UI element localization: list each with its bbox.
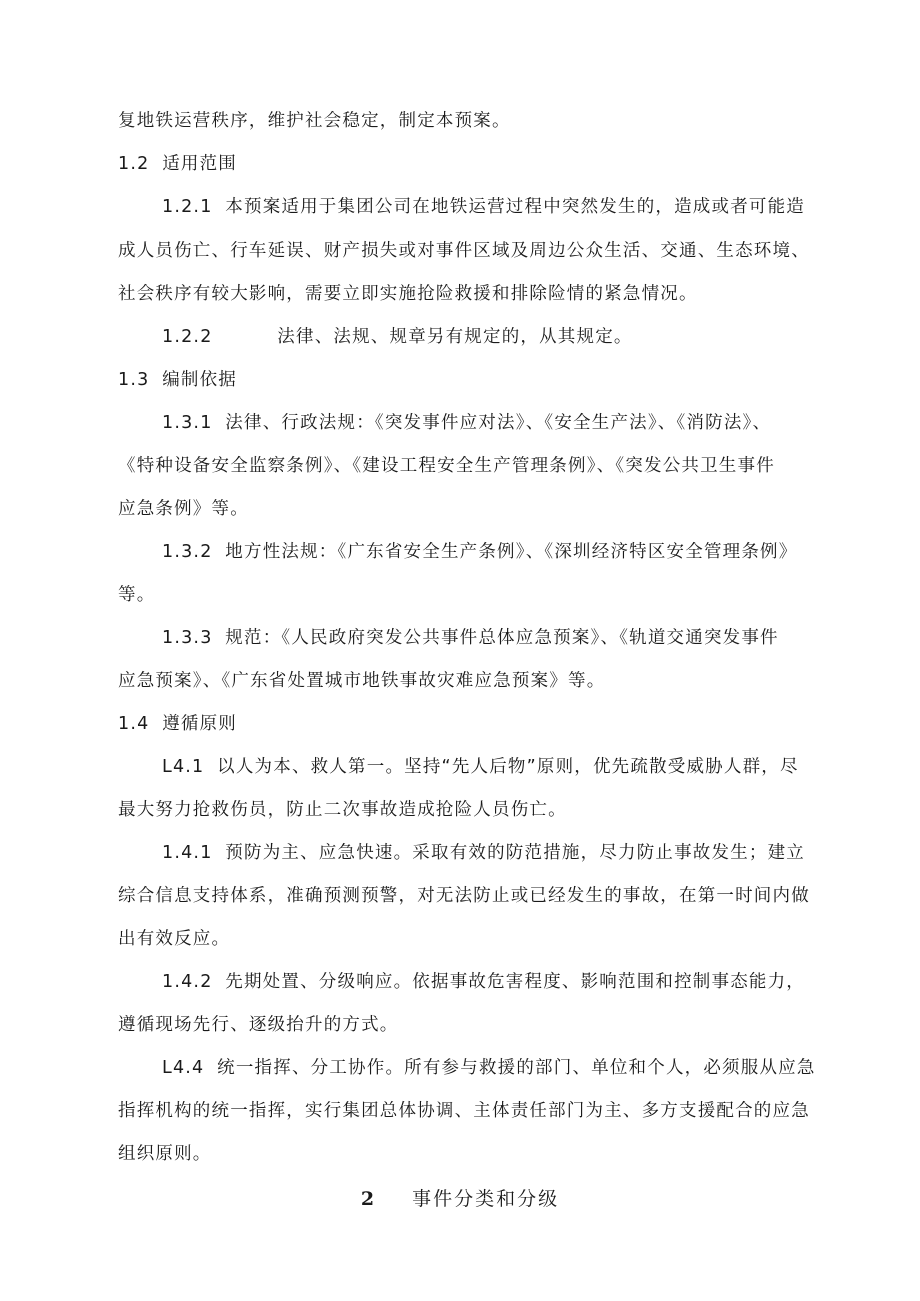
section-heading-1-2 (118, 153, 818, 175)
paragraph-line (118, 1143, 818, 1165)
text: 最大努力抢救伤员，防止二次事故造成抢险人员伤亡。 (118, 800, 567, 820)
chapter-heading-2 (0, 1187, 920, 1211)
section-heading-1-3 (118, 369, 818, 391)
text: 地方性法规：《广东省安全生产条例》、《深圳经济特区安全管理条例》 (225, 542, 798, 562)
paragraph-line (118, 498, 818, 520)
section-title: 编制依据 (162, 370, 238, 390)
text: 《特种设备安全监察条例》、《建设工程安全生产管理条例》、《突发公共卫生事件 (118, 456, 775, 476)
section-heading-1-4 (118, 713, 818, 735)
paragraph-line (118, 885, 818, 907)
text: 成人员伤亡、行车延误、财产损失或对事件区域及周边公众生活、交通、生态环境、 (118, 241, 810, 261)
text: 以人为本、救人第一。坚持“先人后物”原则，优先疏散受威胁人群，尽 (217, 757, 799, 777)
paragraph-1-3-1 (162, 412, 818, 434)
paragraph-1-2-1 (162, 196, 818, 218)
paragraph-1-4-1 (162, 842, 818, 864)
text: 统一指挥、分工协作。所有参与救援的部门、单位和个人，必须服从应急 (217, 1058, 816, 1078)
text: 复地铁运营秩序，维护社会稳定，制定本预案。 (118, 111, 511, 131)
text: 出有效反应。 (118, 929, 231, 949)
paragraph-line (118, 283, 818, 305)
clause-number: 1.3.2 (162, 542, 213, 562)
paragraph-line (118, 670, 818, 692)
text: 应急条例》等。 (118, 499, 249, 519)
paragraph-1-2-2 (162, 326, 818, 348)
clause-number: L4.4 (162, 1058, 205, 1078)
paragraph-line (118, 928, 818, 950)
paragraph-1-3-2 (162, 541, 818, 563)
clause-number: 1.3.1 (162, 413, 213, 433)
clause-number: 1.4.2 (162, 972, 213, 992)
paragraph-1-4-2 (162, 971, 818, 993)
text: 综合信息支持体系，准确预测预警，对无法防止或已经发生的事故，在第一时间内做 (118, 886, 810, 906)
clause-number: L4.1 (162, 757, 205, 777)
section-title: 适用范围 (162, 154, 238, 174)
text: 预防为主、应急快速。采取有效的防范措施，尽力防止事故发生；建立 (225, 843, 805, 863)
paragraph-line (118, 240, 818, 262)
text: 规范：《人民政府突发公共事件总体应急预案》、《轨道交通突发事件 (225, 628, 779, 648)
text: 本预案适用于集团公司在地铁运营过程中突然发生的，造成或者可能造 (225, 197, 805, 217)
clause-number: 1.2.2 (162, 327, 213, 347)
section-number: 1.2 (118, 154, 150, 174)
text: 社会秩序有较大影响，需要立即实施抢险救援和排除险情的紧急情况。 (118, 284, 698, 304)
text: 应急预案》、《广东省处置城市地铁事故灾难应急预案》等。 (118, 671, 606, 691)
text: 法律、行政法规：《突发事件应对法》、《安全生产法》、《消防法》、 (225, 413, 772, 433)
section-title: 遵循原则 (162, 714, 238, 734)
text: 组织原则。 (118, 1144, 212, 1164)
section-number: 1.3 (118, 370, 150, 390)
paragraph-line (118, 584, 818, 606)
paragraph-line (118, 1014, 818, 1036)
clause-number: 1.4.1 (162, 843, 213, 863)
paragraph-line (118, 110, 818, 132)
clause-number: 1.3.3 (162, 628, 213, 648)
text: 等。 (118, 585, 156, 605)
section-number: 1.4 (118, 714, 150, 734)
chapter-title: 事件分类和分级 (412, 1188, 560, 1210)
paragraph-l4-4 (162, 1057, 818, 1079)
text: 遵循现场先行、逐级抬升的方式。 (118, 1015, 399, 1035)
text: 指挥机构的统一指挥，实行集团总体协调、主体责任部门为主、多方支援配合的应急 (118, 1101, 810, 1121)
text: 先期处置、分级响应。依据事故危害程度、影响范围和控制事态能力， (225, 972, 805, 992)
paragraph-l4-1 (162, 756, 818, 778)
paragraph-line (118, 1100, 818, 1122)
paragraph-line (118, 799, 818, 821)
chapter-number: 2 (360, 1188, 377, 1210)
paragraph-line (118, 455, 818, 477)
clause-number: 1.2.1 (162, 197, 213, 217)
paragraph-1-3-3 (162, 627, 818, 649)
text: 法律、法规、规章另有规定的，从其规定。 (277, 327, 633, 347)
